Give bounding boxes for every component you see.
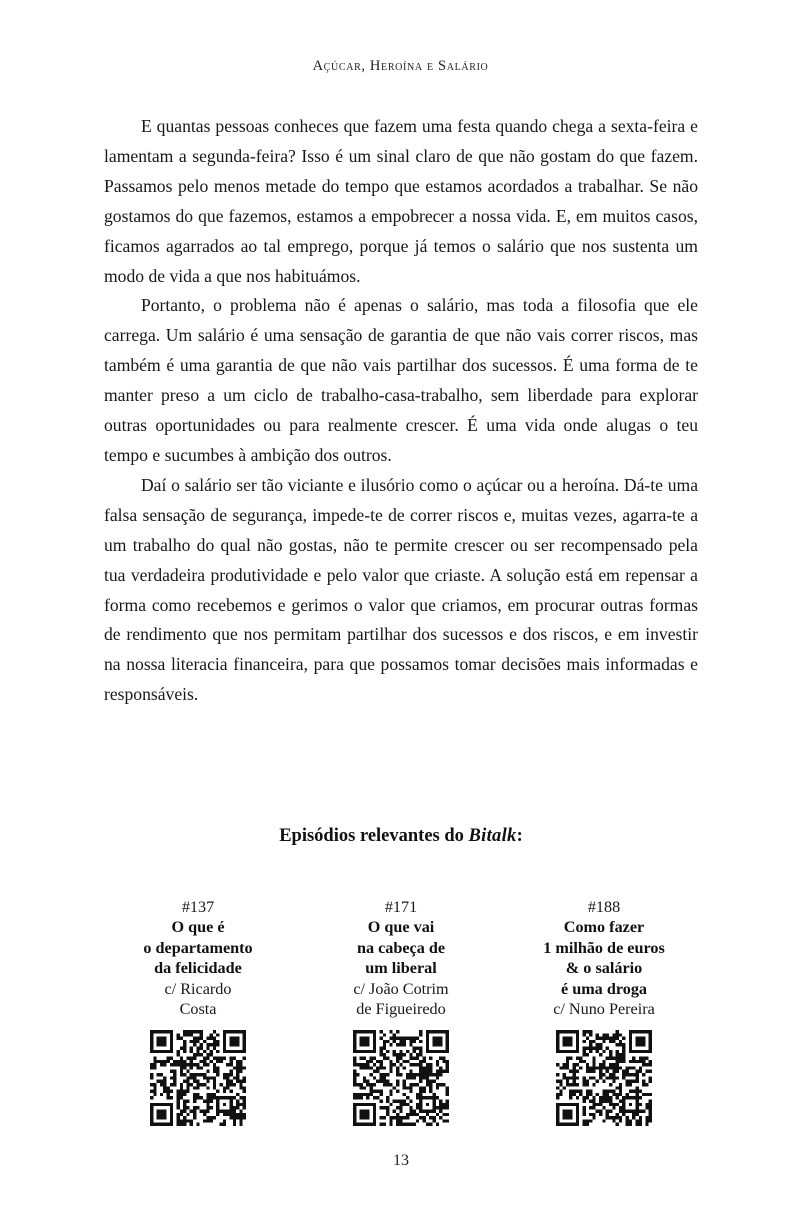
episodes-list xyxy=(104,897,698,1126)
episode-number: #171 xyxy=(384,898,418,916)
episode-title-line: é uma droga xyxy=(560,979,648,998)
episode-guest xyxy=(307,979,495,1020)
episode-title-line: Como fazer xyxy=(563,918,645,937)
episode-title-line: o departamento xyxy=(143,938,253,957)
episode-title xyxy=(104,917,292,978)
episode-title-line: 1 milhão de euros xyxy=(543,938,665,957)
qr-code-container xyxy=(104,1030,292,1126)
episode-guest-line: c/ Nuno Pereira xyxy=(553,1000,655,1019)
qr-code-episode-137[interactable] xyxy=(150,1030,246,1126)
page-number: 13 xyxy=(393,1152,409,1169)
qr-code-container xyxy=(510,1030,698,1126)
episode-guest-line: c/ Ricardo xyxy=(164,979,232,998)
qr-code-episode-171[interactable] xyxy=(353,1030,449,1126)
episode-card[interactable] xyxy=(510,897,698,1126)
episode-title-line: na cabeça de xyxy=(356,938,446,957)
episodes-heading-prefix: Episódios relevantes do xyxy=(279,826,469,846)
episode-title-line: da felicidade xyxy=(154,959,242,978)
qr-code-episode-188[interactable] xyxy=(556,1030,652,1126)
episodes-heading-brand: Bitalk xyxy=(468,826,517,846)
episode-card[interactable] xyxy=(307,897,495,1126)
episode-guest-line: Costa xyxy=(179,1000,217,1019)
running-head: Açúcar, Heroína e Salário xyxy=(312,58,489,74)
episode-guest xyxy=(104,979,292,1020)
episodes-heading xyxy=(104,826,698,847)
paragraph: E quantas pessoas conheces que fazem uma festa quando chega a sexta-feira e lamentam a segunda-feira? Isso é um sinal claro de que não gostam do que fazem. Passamos pelo menos metade do tempo que estamos acordados a trabalhar. Se não gostamos do que fazemos, estamos a empobrecer a nossa vida. E, em muitos casos, ficamos agarrados ao tal emprego, porque já temos o salário que nos sustenta um modo de vida a que nos habituámos. xyxy=(104,116,698,286)
paragraph: Daí o salário ser tão viciante e ilusório como o açúcar ou a heroína. Dá-te uma falsa sensação de segurança, impede-te de correr riscos e, muitas vezes, agarra-te a um trabalho do qual não gostas, não te permite crescer ou ser recompensado pela tua verdadeira produtividade e pelo valor que criaste. A solução está em repensar a forma como recebemos e gerimos o valor que criamos, em procurar outras formas de rendimento que nos permitam partilhar dos sucessos e dos riscos, e em investir na nossa literacia financeira, para que possamos tomar decisões mais informadas e responsáveis. xyxy=(104,474,698,705)
qr-code-container xyxy=(307,1030,495,1126)
episode-title xyxy=(510,917,698,999)
episode-title-line: O que é xyxy=(171,918,225,937)
body-text-block xyxy=(104,112,698,710)
episodes-heading-suffix: : xyxy=(516,826,523,846)
episode-card[interactable] xyxy=(104,897,292,1126)
episode-number: #188 xyxy=(587,898,621,916)
episode-number: #137 xyxy=(181,898,215,916)
episode-title xyxy=(307,917,495,978)
episode-guest-line: de Figueiredo xyxy=(356,1000,446,1019)
episode-guest-line: c/ João Cotrim xyxy=(353,979,449,998)
episode-title-line: & o salário xyxy=(565,959,643,978)
episode-guest xyxy=(510,999,698,1019)
paragraph: Portanto, o problema não é apenas o salário, mas toda a filosofia que ele carrega. Um salário é uma sensação de garantia de que não vais correr riscos, mas também é uma garantia de que não vais partilhar dos sucessos. É uma forma de te manter preso a um ciclo de trabalho-casa-trabalho, sem liberdade para explorar outras oportunidades ou para realmente crescer. É uma vida onde alugas o teu tempo e sucumbes à ambição dos outros. xyxy=(104,295,698,465)
episode-title-line: O que vai xyxy=(367,918,435,937)
episode-title-line: um liberal xyxy=(365,959,437,978)
